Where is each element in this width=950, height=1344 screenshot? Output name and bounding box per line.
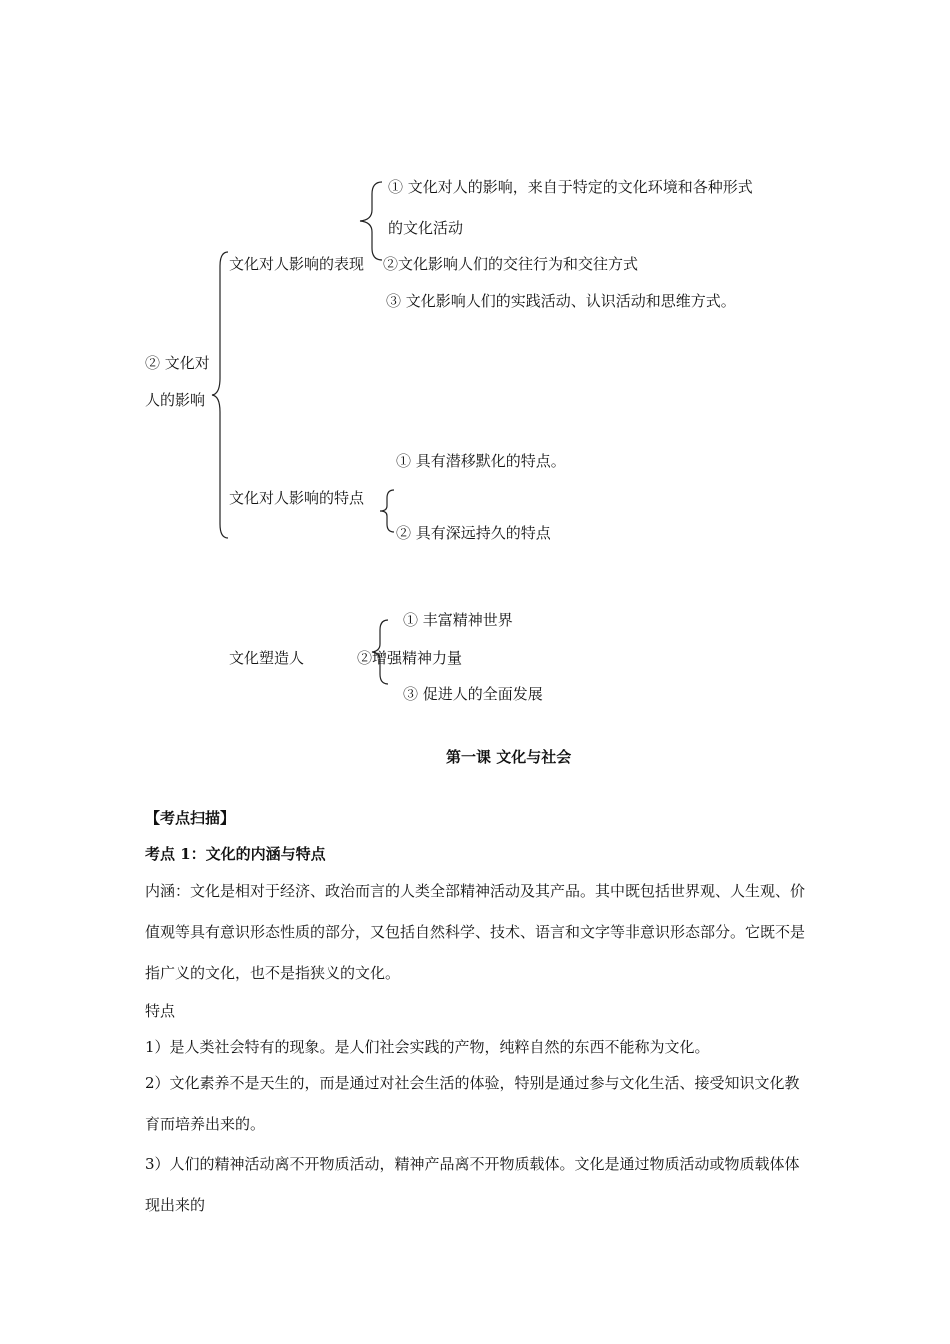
shaping-item3: ③ 促进人的全面发展 bbox=[403, 685, 543, 703]
feature-2: 2）文化素养不是天生的，而是通过对社会生活的体验，特别是通过参与文化生活、接受知识文化教育而培养出来的。 bbox=[145, 1074, 800, 1133]
feature-1: 1）是人类社会特有的现象。是人们社会实践的产物，纯粹自然的东西不能称为文化。 bbox=[145, 1038, 710, 1056]
lesson-title: 第一课 文化与社会 bbox=[446, 748, 572, 766]
shaping-item1: ① 丰富精神世界 bbox=[403, 611, 513, 629]
shaping-label: 文化塑造人 bbox=[229, 649, 305, 667]
expressions-item1-line2: 的文化活动 bbox=[388, 219, 464, 237]
point-title: 考点 1：文化的内涵与特点 bbox=[145, 845, 326, 863]
features-heading: 特点 bbox=[145, 1002, 176, 1020]
shaping-item2: ②增强精神力量 bbox=[357, 649, 463, 667]
features-item2: ② 具有深远持久的特点 bbox=[396, 524, 551, 542]
definition-paragraph: 内涵：文化是相对于经济、政治而言的人类全部精神活动及其产品。其中既包括世界观、人生观、价值观等具有意识形态性质的部分，又包括自然科学、技术、语言和文字等非意识形态部分。它既不是指广义的文化，也不是指狭义的文化。 bbox=[145, 882, 806, 982]
diagram-root-line1: ② 文化对 bbox=[145, 354, 210, 372]
branch-features-label: 文化对人影响的特点 bbox=[229, 489, 365, 507]
features-item1: ① 具有潜移默化的特点。 bbox=[396, 452, 566, 470]
expressions-brace bbox=[356, 180, 386, 262]
expressions-item1-line1: ① 文化对人的影响，来自于特定的文化环境和各种形式 bbox=[388, 178, 753, 196]
expressions-item3: ③ 文化影响人们的实践活动、认识活动和思维方式。 bbox=[386, 292, 736, 310]
expressions-item2: ②文化影响人们的交往行为和交往方式 bbox=[383, 255, 639, 273]
feature-3: 3）人们的精神活动离不开物质活动，精神产品离不开物质载体。文化是通过物质活动或物质载体体现出来的 bbox=[145, 1155, 800, 1214]
section-heading: 【考点扫描】 bbox=[145, 809, 236, 827]
branch-expressions-label: 文化对人影响的表现 bbox=[229, 255, 365, 273]
features-brace bbox=[378, 488, 398, 534]
diagram-root-line2: 人的影响 bbox=[145, 391, 206, 409]
